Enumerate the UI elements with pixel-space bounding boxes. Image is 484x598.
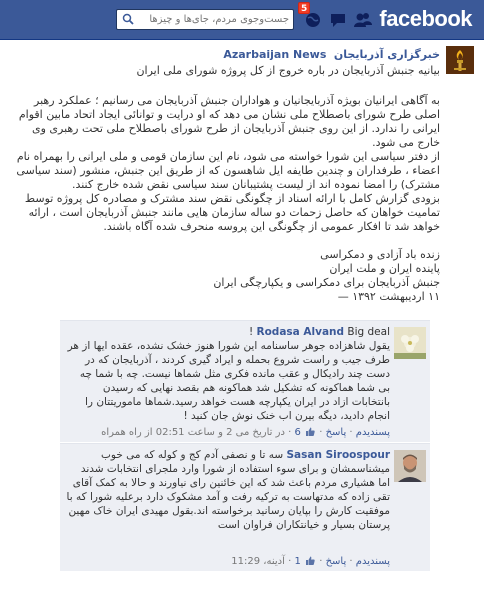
comment-meta: پسندیدم · پاسخ · 1 · آدینه، 11:29	[231, 556, 390, 567]
post-paragraph: از دفتر سیاسی این شورا خواسته می شود، نام این سازمان قومی و ملی ایرانی را بهمراه نام اعضاء ، طرفداران و چندین طایفه ایل شاهسون که از طریق این جنبش، منشور (سند سیاسی مشترک) را امضا نموده اند از لیست پشتیبانان سند سیاسی نقض شده خارج کنند.	[16, 150, 440, 191]
commenter-avatar[interactable]	[394, 327, 426, 359]
search-input[interactable]	[139, 10, 293, 29]
comment-timestamp[interactable]: آدینه، 11:29	[231, 556, 285, 567]
torch-logo-icon	[446, 46, 474, 74]
comment-meta: پسندیدم · پاسخ · 6 · در تاریخ می 2 و ساعت 02:51 از راه همراه	[101, 427, 390, 438]
profile-photo-icon	[394, 450, 426, 482]
page-name-fa[interactable]: خبرگزاری آذربایجان	[333, 48, 440, 61]
page-name-link[interactable]: Azarbaijan News	[223, 48, 327, 61]
comment-author[interactable]: Rodasa Alvand	[256, 326, 345, 338]
commenter-avatar[interactable]	[394, 450, 426, 482]
top-bar	[0, 0, 484, 40]
comment	[60, 320, 430, 442]
post-closing-line: زنده باد آزادی و دمکراسی	[320, 248, 440, 261]
like-link[interactable]: پسندیدم	[355, 556, 390, 567]
page-avatar[interactable]	[446, 46, 474, 74]
comment-body: سه تا و نصفی آدم کج و کوله که می خوب میشناسمشان و برای سوء استفاده از شورا وارد ملجرای انتخابات شدند اما هشیاری مردم باعث شد که این خائنین رای نیاورند و حالا به کمک آقای تقی زاده که مدتهاست به ترکیه رفت و آمد مشکوک دارد برعلیه شورا که با موفقیت کارش را بپایان رسانید برخواسته اند.بقول مهیدی ایران خاک مهین پرستان بسیار و خیانتکاران فراوان است	[66, 449, 390, 531]
comment-body: یقول شاهزاده جوهر ساسنامه این شورا هنوز خشک نشده، عقده ایها از هر طرف جیب و راست شروع بحمله و ایراد گیری کردند ، آذربایجان که در دست چند رادیکال و عقب مانده فکری مثل شماها نیست. چه با شما چه بی شما هماکونه که تشکیل شد هماکونه هم بقصد نهایی که رسیدن بانتخابات ازاد در ایران یکپارچه هست خواهد رسید.شماها ماموریتتان را انجام دادید، دیگه بیرن اب خنک نوش جان کنید !	[67, 340, 390, 422]
search-icon[interactable]	[122, 13, 134, 25]
post-header	[20, 48, 440, 61]
comment-prefix: Big deal	[347, 326, 390, 338]
comment-text	[66, 448, 390, 532]
like-count[interactable]: 6	[294, 427, 301, 438]
thumbs-up-icon	[305, 427, 315, 436]
like-link[interactable]: پسندیدم	[355, 427, 390, 438]
reply-link[interactable]: پاسخ	[325, 427, 347, 438]
notification-badge[interactable]: 5	[298, 2, 310, 14]
reply-link[interactable]: پاسخ	[325, 556, 347, 567]
flower-avatar-icon	[394, 327, 426, 359]
like-count[interactable]: 1	[294, 556, 301, 567]
post-closing-line: پاینده ایران و ملت ایران	[329, 262, 440, 275]
thumbs-up-icon	[305, 556, 315, 565]
post-body	[10, 94, 440, 304]
comment-text: Rodasa Alvand Big deal ! یقول شاهزاده جوهر ساسنامه این شورا هنوز خشک نشده، عقده ایها از هر طرف جیب و راست شروع بحمله و ایراد گیری کردند ، آذربایجان که در دست چند رادیکال و عقب مانده فکری مثل شماها نیست. چه با شما چه بی شما هماکونه که تشکیل شد هماکونه هم بقصد نهایی که رسیدن بانتخابات ازاد در ایران یکپارچه هست خواهد رسید.شماها ماموریتتان را انجام دادید، دیگه بیرن اب خنک نوش جان کنید !	[67, 326, 390, 422]
messages-icon[interactable]	[328, 10, 350, 30]
jewel-icons	[300, 8, 376, 32]
facebook-logo[interactable]: facebook	[379, 6, 472, 31]
post-paragraph: بزودی گزارش کامل با ارائه اسناد از چگونگی نقض سند مشترک و مصادره کل پروژه توسط تمامیت خواهان که حاصل زحمات دو ساله سازمان هایی مانند جنبش آذربایجان است ، ارائه خواهد شد تا افکار عمومی از چگونگی این پروسه منحرف شده آگاه باشند.	[24, 192, 440, 233]
friend-requests-icon[interactable]	[352, 10, 374, 30]
post-date: ۱۱ اردیبهشت ۱۳۹۲ —	[337, 290, 440, 303]
comment-author[interactable]: Sasan Siroospour	[286, 449, 390, 461]
comment-timestamp[interactable]: در تاریخ می 2 و ساعت 02:51 از راه همراه	[101, 427, 285, 438]
comment	[60, 443, 430, 571]
post-closing-line: جنبش آذربایجان برای دمکراسی و یکپارچگی ایران	[213, 276, 440, 289]
post-paragraph: به آگاهی ایرانیان بویژه آذربایجانیان و هواداران جنبش آذربایجان می رسانیم ؛ عملکرد رهبر اصلی طرح شورای باصطلاح ملی نشان می دهد که او درایت و توانائی ایجاد اتحاد مابین اقوام ایرانی را ندارد. از این روی جنبش آذربایجان از طرح شورای باصطلاح ملی تحت رهبری وی خارج می شود.	[18, 94, 440, 149]
post-title: بیانیه جنبش آذربایجان در باره خروج از کل پروژه شورای ملی ایران	[136, 64, 440, 77]
search-box[interactable]	[116, 9, 294, 30]
